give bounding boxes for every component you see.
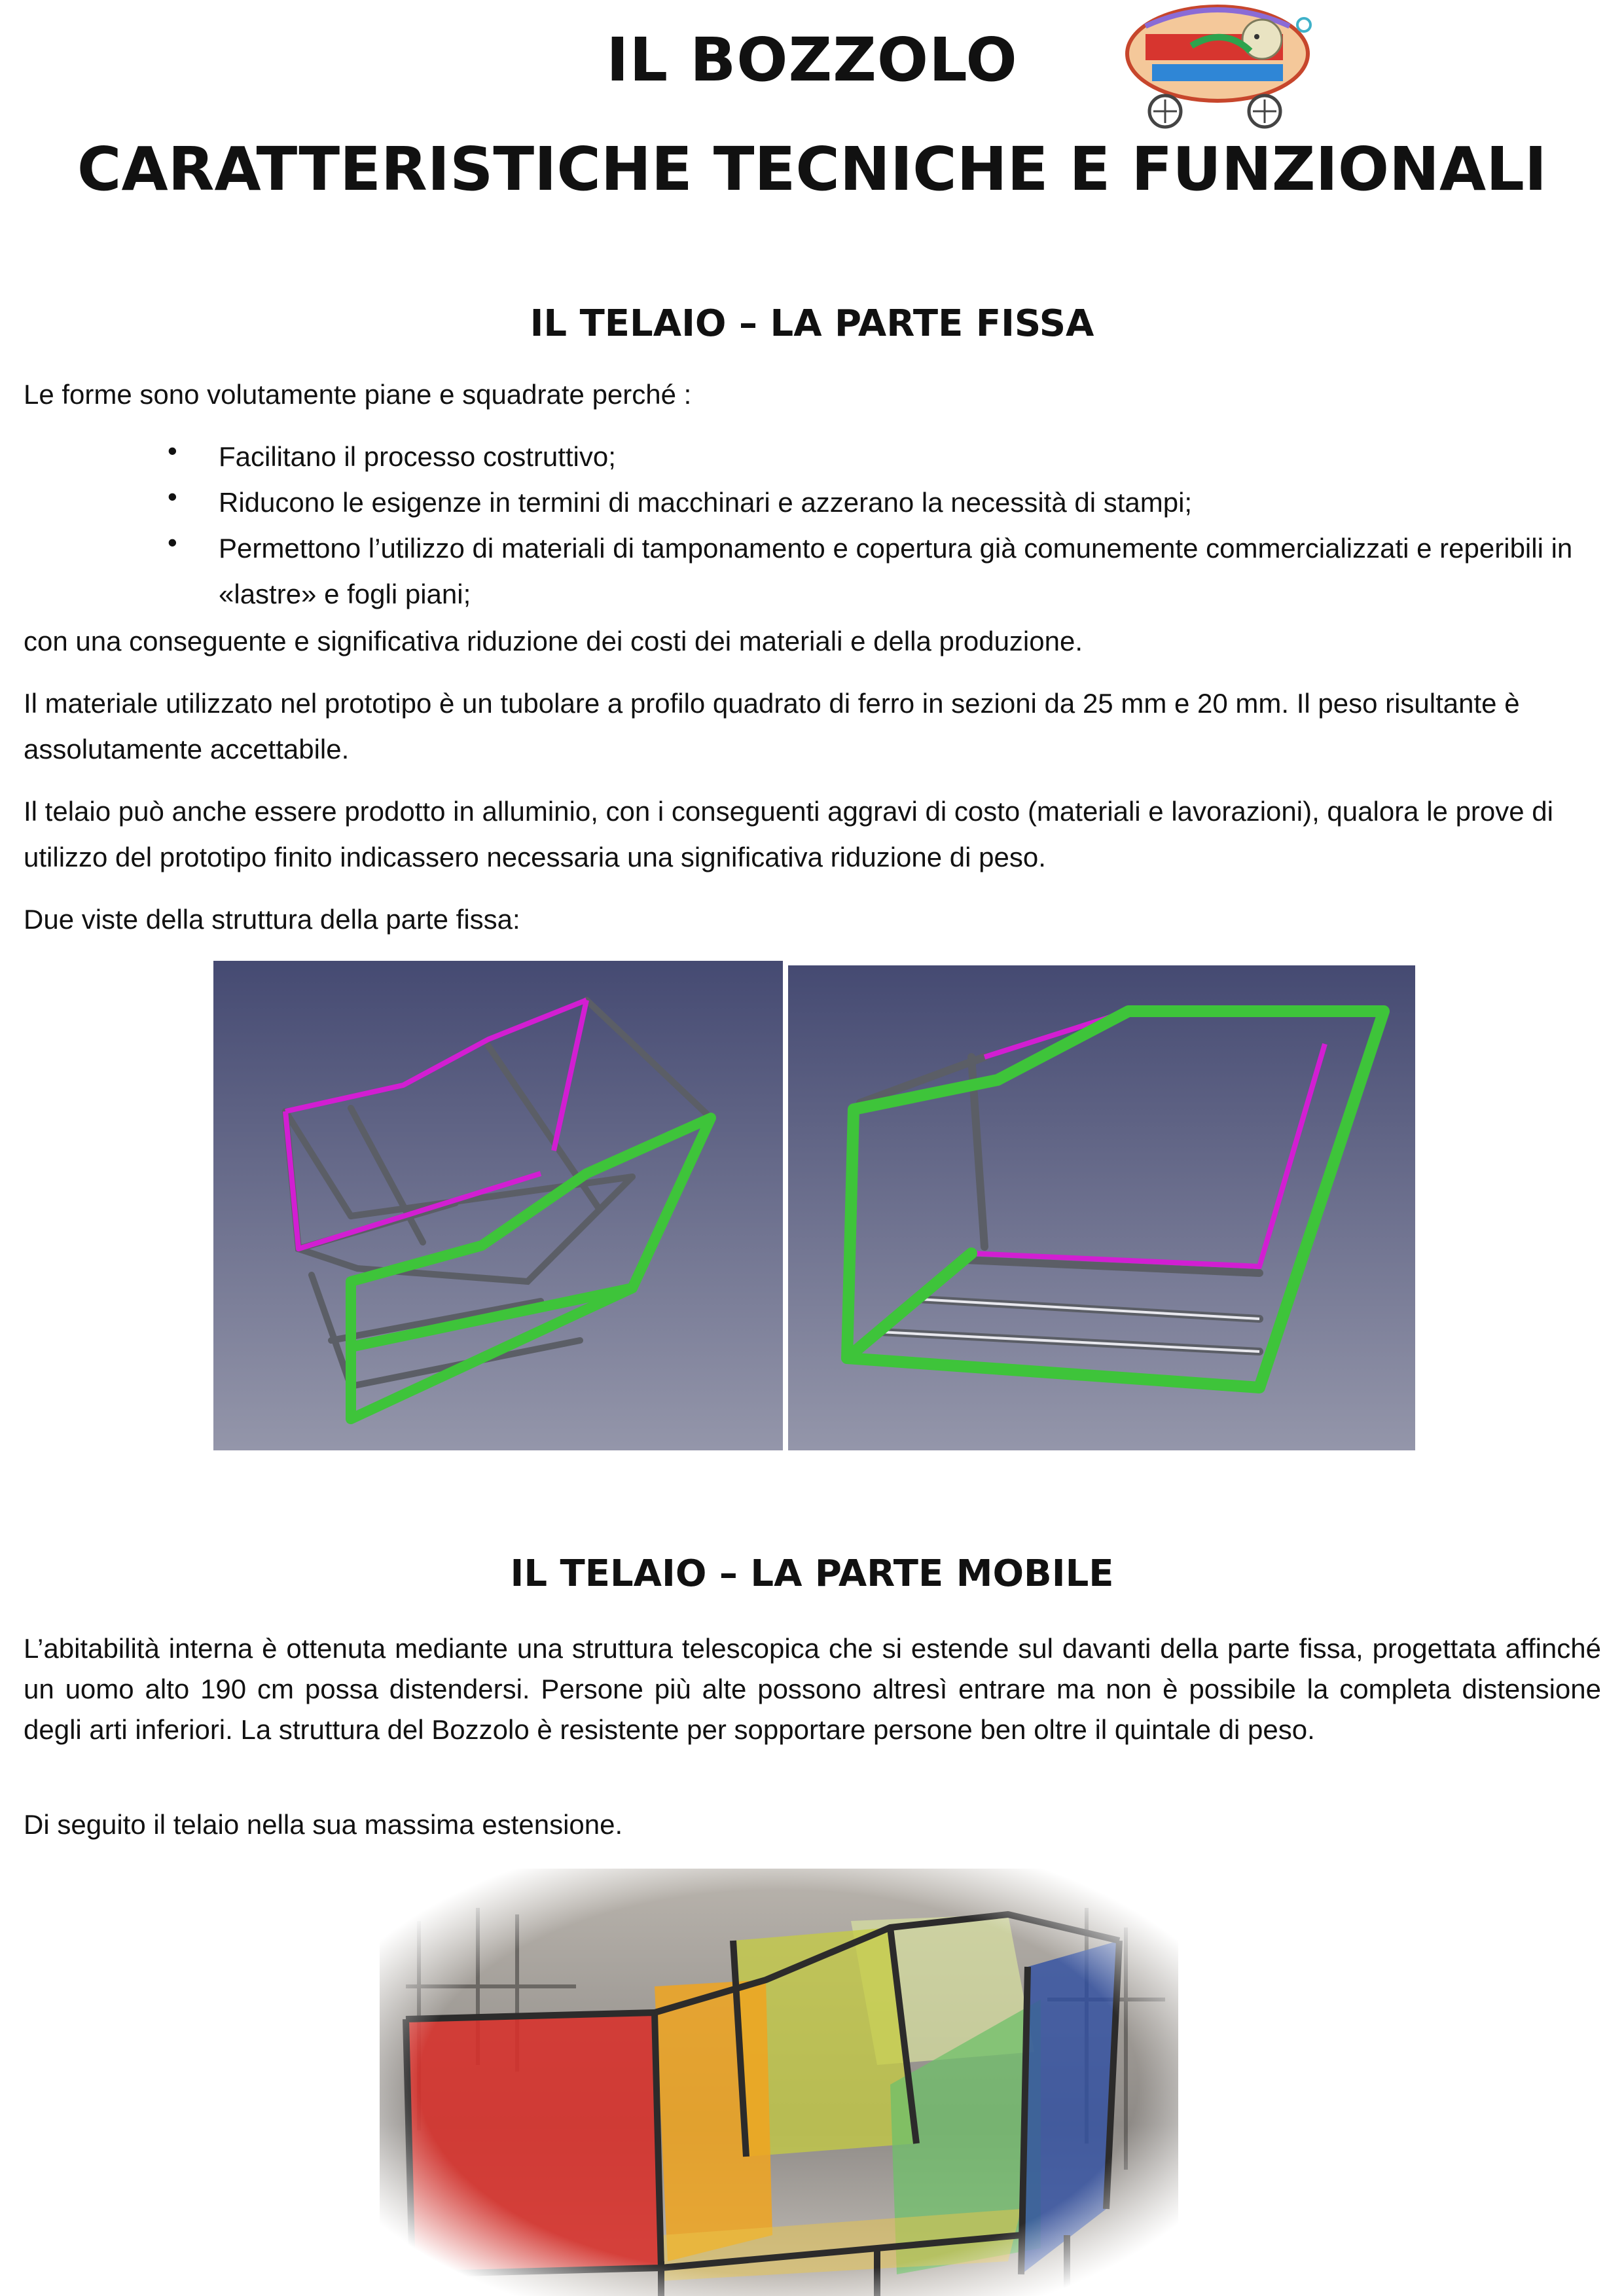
mobile-paragraph: L’abitabilità interna è ottenuta mediante una struttura telescopica che si estende sul davanti della parte fissa, progettata affinché un uomo alto 190 cm possa distendersi. Persone più alte possono altresì entrare ma non è possibile la completa distensione degli arti inferiori. La struttura del Bozzolo è resistente per sopportare persone ben oltre il quintale di peso. [24, 1633, 1601, 1745]
extended-frame-photo [380, 1869, 1178, 2296]
bullet-marker: • [168, 527, 177, 558]
bullet-item: Facilitano il processo costruttivo; [219, 441, 616, 472]
intro-text: Le forme sono volutamente piane e squadrate perché : [24, 379, 692, 410]
bullet-marker: • [168, 481, 177, 512]
aluminium-paragraph: Il telaio può anche essere prodotto in alluminio, con i conseguenti aggravi di costo (materiali e lavorazioni), qualora le prove di utilizzo del prototipo finito indicassero necessaria una significativa riduzione di peso. [24, 796, 1553, 872]
frame-render-right [788, 965, 1415, 1450]
mobile-caption: Di seguito il telaio nella sua massima estensione. [24, 1809, 623, 1840]
frame-render-left [213, 961, 783, 1450]
bozzolo-logo [1119, 0, 1316, 131]
section-heading-mobile: IL TELAIO – LA PARTE MOBILE [510, 1552, 1114, 1595]
section-heading-fixed: IL TELAIO – LA PARTE FISSA [530, 302, 1094, 345]
document-subtitle: CARATTERISTICHE TECNICHE E FUNZIONALI [77, 134, 1547, 204]
conclusion-text: con una conseguente e significativa riduzione dei costi dei materiali e della produzione. [24, 626, 1083, 656]
views-caption: Due viste della struttura della parte fissa: [24, 904, 520, 935]
bullet-item: Riducono le esigenze in termini di macchinari e azzerano la necessità di stampi; [219, 487, 1193, 518]
material-paragraph: Il materiale utilizzato nel prototipo è un tubolare a profilo quadrato di ferro in sezioni da 25 mm e 20 mm. Il peso risultante è assolutamente accettabile. [24, 688, 1520, 764]
document-title: IL BOZZOLO [606, 25, 1018, 95]
bullet-marker: • [168, 435, 177, 466]
bullet-item: Permettono l’utilizzo di materiali di tamponamento e copertura già comunemente commercializzati e reperibili in «lastre» e fogli piani; [219, 533, 1573, 609]
